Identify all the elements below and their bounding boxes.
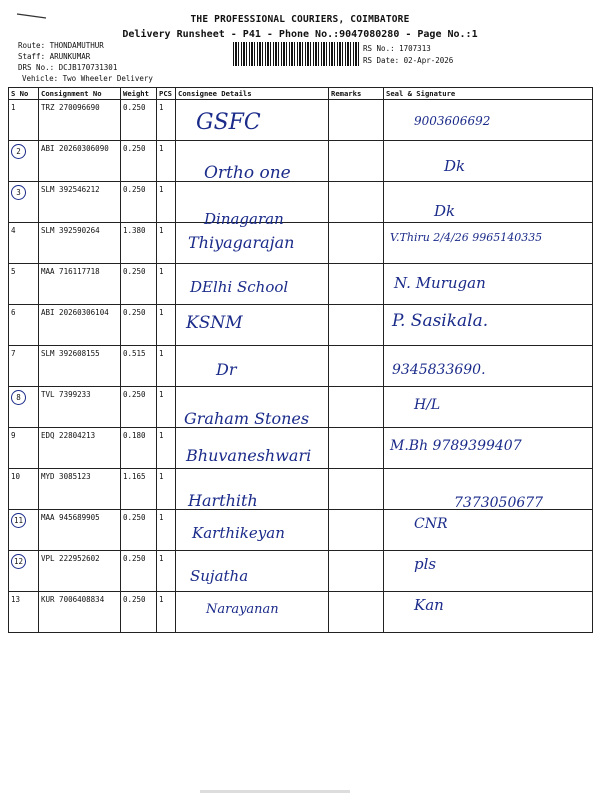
staff-text: Staff: ARUNKUMAR bbox=[18, 52, 91, 61]
serial-number: 10 bbox=[11, 472, 21, 481]
cell-sno bbox=[9, 141, 39, 182]
cell-consignee bbox=[176, 469, 329, 510]
cell-consignment: MYD 3085123 bbox=[39, 469, 121, 510]
cell-pcs: 1 bbox=[157, 182, 176, 223]
cell-pcs: 1 bbox=[157, 592, 176, 633]
cell-sno bbox=[9, 551, 39, 592]
handwritten-consignee: Dr bbox=[216, 360, 237, 379]
serial-number: 1 bbox=[11, 103, 16, 112]
cell-consignee bbox=[176, 387, 329, 428]
cell-consignee bbox=[176, 305, 329, 346]
col-header-signature: Seal & Signature bbox=[384, 88, 593, 100]
handwritten-signature: 9003606692 bbox=[414, 114, 491, 128]
serial-number: 7 bbox=[11, 349, 16, 358]
cell-pcs: 1 bbox=[157, 305, 176, 346]
cell-consignment: ABI 20260306104 bbox=[39, 305, 121, 346]
table-row bbox=[9, 510, 593, 551]
cell-remarks bbox=[329, 305, 384, 346]
cell-sno bbox=[9, 100, 39, 141]
table-header-row bbox=[9, 88, 593, 100]
table-row bbox=[9, 100, 593, 141]
table-row bbox=[9, 141, 593, 182]
handwritten-consignee: Sujatha bbox=[190, 567, 249, 585]
cell-remarks bbox=[329, 510, 384, 551]
handwritten-signature: P. Sasikala. bbox=[392, 311, 489, 331]
cell-remarks bbox=[329, 387, 384, 428]
circled-serial: 12 bbox=[11, 554, 26, 569]
cell-weight: 0.250 bbox=[121, 551, 157, 592]
cell-pcs: 1 bbox=[157, 346, 176, 387]
handwritten-consignee: Ortho one bbox=[204, 163, 291, 183]
cell-sno bbox=[9, 264, 39, 305]
cell-signature bbox=[384, 469, 593, 510]
runsheet-table bbox=[8, 87, 593, 633]
serial-number: 5 bbox=[11, 267, 16, 276]
cell-remarks bbox=[329, 469, 384, 510]
handwritten-signature: Kan bbox=[414, 596, 444, 614]
handwritten-consignee: KSNM bbox=[186, 313, 243, 333]
cell-sno bbox=[9, 305, 39, 346]
handwritten-signature: M.Bh 9789399407 bbox=[390, 438, 522, 454]
circled-serial: 3 bbox=[11, 185, 26, 200]
handwritten-consignee: Narayanan bbox=[206, 602, 279, 617]
footer-smudge bbox=[200, 790, 350, 793]
cell-consignee bbox=[176, 428, 329, 469]
cell-signature bbox=[384, 592, 593, 633]
handwritten-consignee: Thiyagarajan bbox=[188, 233, 295, 252]
table-row bbox=[9, 264, 593, 305]
handwritten-consignee: Harthith bbox=[188, 491, 258, 510]
col-header-pcs: PCS bbox=[157, 88, 176, 100]
cell-remarks bbox=[329, 346, 384, 387]
table-row bbox=[9, 182, 593, 223]
cell-sno bbox=[9, 510, 39, 551]
cell-consignment: MAA 716117718 bbox=[39, 264, 121, 305]
handwritten-signature: 7373050677 bbox=[454, 495, 544, 511]
rs-date: RS Date: 02-Apr-2026 bbox=[363, 56, 454, 65]
table-row bbox=[9, 428, 593, 469]
cell-consignee bbox=[176, 141, 329, 182]
cell-signature bbox=[384, 305, 593, 346]
cell-sno bbox=[9, 428, 39, 469]
cell-pcs: 1 bbox=[157, 469, 176, 510]
cell-consignee bbox=[176, 100, 329, 141]
route-text: Route: THONDAMUTHUR bbox=[18, 41, 104, 50]
cell-remarks bbox=[329, 223, 384, 264]
cell-consignment: SLM 392590264 bbox=[39, 223, 121, 264]
handwritten-signature: pls bbox=[414, 555, 437, 573]
cell-signature bbox=[384, 141, 593, 182]
runsheet-subtitle: Delivery Runsheet - P41 - Phone No.:9047080280 - Page No.:1 bbox=[122, 29, 478, 40]
cell-consignment: EDQ 22804213 bbox=[39, 428, 121, 469]
cell-consignment: VPL 222952602 bbox=[39, 551, 121, 592]
cell-remarks bbox=[329, 592, 384, 633]
cell-consignee bbox=[176, 592, 329, 633]
handwritten-signature: H/L bbox=[414, 397, 441, 413]
col-header-sno: S No bbox=[9, 88, 39, 100]
handwritten-signature: N. Murugan bbox=[394, 274, 486, 292]
cell-signature bbox=[384, 346, 593, 387]
cell-sno bbox=[9, 469, 39, 510]
cell-weight: 0.250 bbox=[121, 100, 157, 141]
serial-number: 9 bbox=[11, 431, 16, 440]
circled-serial: 8 bbox=[11, 390, 26, 405]
handwritten-consignee: Dinagaran bbox=[204, 210, 284, 228]
cell-signature bbox=[384, 100, 593, 141]
cell-weight: 0.180 bbox=[121, 428, 157, 469]
cell-signature bbox=[384, 510, 593, 551]
handwritten-signature: Dk bbox=[444, 157, 466, 175]
cell-pcs: 1 bbox=[157, 510, 176, 551]
handwritten-consignee: DElhi School bbox=[190, 278, 289, 296]
table-row bbox=[9, 346, 593, 387]
cell-pcs: 1 bbox=[157, 141, 176, 182]
cell-consignment: KUR 7006408834 bbox=[39, 592, 121, 633]
cell-consignee bbox=[176, 264, 329, 305]
barcode bbox=[233, 42, 361, 66]
handwritten-consignee: GSFC bbox=[196, 110, 261, 135]
cell-weight: 1.380 bbox=[121, 223, 157, 264]
cell-pcs: 1 bbox=[157, 223, 176, 264]
cell-consignee bbox=[176, 182, 329, 228]
cell-consignee bbox=[176, 346, 329, 387]
cell-pcs: 1 bbox=[157, 387, 176, 428]
cell-signature bbox=[384, 182, 593, 223]
circled-serial: 11 bbox=[11, 513, 26, 528]
serial-number: 4 bbox=[11, 226, 16, 235]
table-row bbox=[9, 387, 593, 428]
cell-sno bbox=[9, 592, 39, 633]
col-header-consignment: Consignment No bbox=[39, 88, 121, 100]
cell-remarks bbox=[329, 428, 384, 469]
cell-weight: 0.250 bbox=[121, 264, 157, 305]
cell-sno bbox=[9, 223, 39, 264]
table-row bbox=[9, 305, 593, 346]
cell-signature bbox=[384, 551, 593, 592]
cell-consignment: TVL 7399233 bbox=[39, 387, 121, 428]
cell-consignment: ABI 20260306090 bbox=[39, 141, 121, 182]
cell-consignment: SLM 392608155 bbox=[39, 346, 121, 387]
col-header-remarks: Remarks bbox=[329, 88, 384, 100]
cell-consignee bbox=[176, 551, 329, 592]
cell-remarks bbox=[329, 100, 384, 141]
cell-signature bbox=[384, 264, 593, 305]
handwritten-consignee: Graham Stones bbox=[184, 409, 310, 428]
vehicle-text: Vehicle: Two Wheeler Delivery bbox=[22, 74, 153, 83]
cell-weight: 1.165 bbox=[121, 469, 157, 510]
serial-number: 13 bbox=[11, 595, 21, 604]
handwritten-signature: V.Thiru 2/4/26 9965140335 bbox=[390, 231, 543, 244]
cell-pcs: 1 bbox=[157, 264, 176, 305]
cell-signature bbox=[384, 387, 593, 428]
cell-weight: 0.250 bbox=[121, 305, 157, 346]
cell-consignment: SLM 392546212 bbox=[39, 182, 121, 223]
cell-weight: 0.250 bbox=[121, 510, 157, 551]
cell-signature bbox=[384, 223, 593, 264]
rs-number: RS No.: 1707313 bbox=[363, 44, 431, 53]
table-row bbox=[9, 469, 593, 510]
cell-pcs: 1 bbox=[157, 100, 176, 141]
table-row bbox=[9, 551, 593, 592]
circled-serial: 2 bbox=[11, 144, 26, 159]
cell-sno bbox=[9, 387, 39, 428]
handwritten-signature: Dk bbox=[434, 202, 456, 220]
cell-consignee bbox=[176, 510, 329, 551]
cell-remarks bbox=[329, 141, 384, 182]
table-row bbox=[9, 223, 593, 264]
cell-remarks bbox=[329, 182, 384, 223]
cell-weight: 0.250 bbox=[121, 141, 157, 182]
company-title: THE PROFESSIONAL COURIERS, COIMBATORE bbox=[190, 14, 410, 25]
handwritten-consignee: Karthikeyan bbox=[192, 524, 285, 542]
cell-weight: 0.250 bbox=[121, 182, 157, 223]
cell-consignment: TRZ 270096690 bbox=[39, 100, 121, 141]
cell-sno bbox=[9, 182, 39, 223]
handwritten-signature: CNR bbox=[414, 516, 448, 532]
cell-pcs: 1 bbox=[157, 551, 176, 592]
cell-weight: 0.250 bbox=[121, 592, 157, 633]
handwritten-signature: 9345833690. bbox=[392, 362, 486, 378]
cell-sno bbox=[9, 346, 39, 387]
cell-remarks bbox=[329, 551, 384, 592]
cell-consignee bbox=[176, 223, 329, 264]
col-header-consignee: Consignee Details bbox=[176, 88, 329, 100]
handwritten-consignee: Bhuvaneshwari bbox=[186, 446, 312, 465]
col-header-weight: Weight bbox=[121, 88, 157, 100]
cell-signature bbox=[384, 428, 593, 469]
table-row bbox=[9, 592, 593, 633]
cell-weight: 0.515 bbox=[121, 346, 157, 387]
cell-weight: 0.250 bbox=[121, 387, 157, 428]
cell-consignment: MAA 945689905 bbox=[39, 510, 121, 551]
drs-number: DRS No.: DCJB170731301 bbox=[18, 63, 118, 72]
cell-remarks bbox=[329, 264, 384, 305]
serial-number: 6 bbox=[11, 308, 16, 317]
cell-pcs: 1 bbox=[157, 428, 176, 469]
